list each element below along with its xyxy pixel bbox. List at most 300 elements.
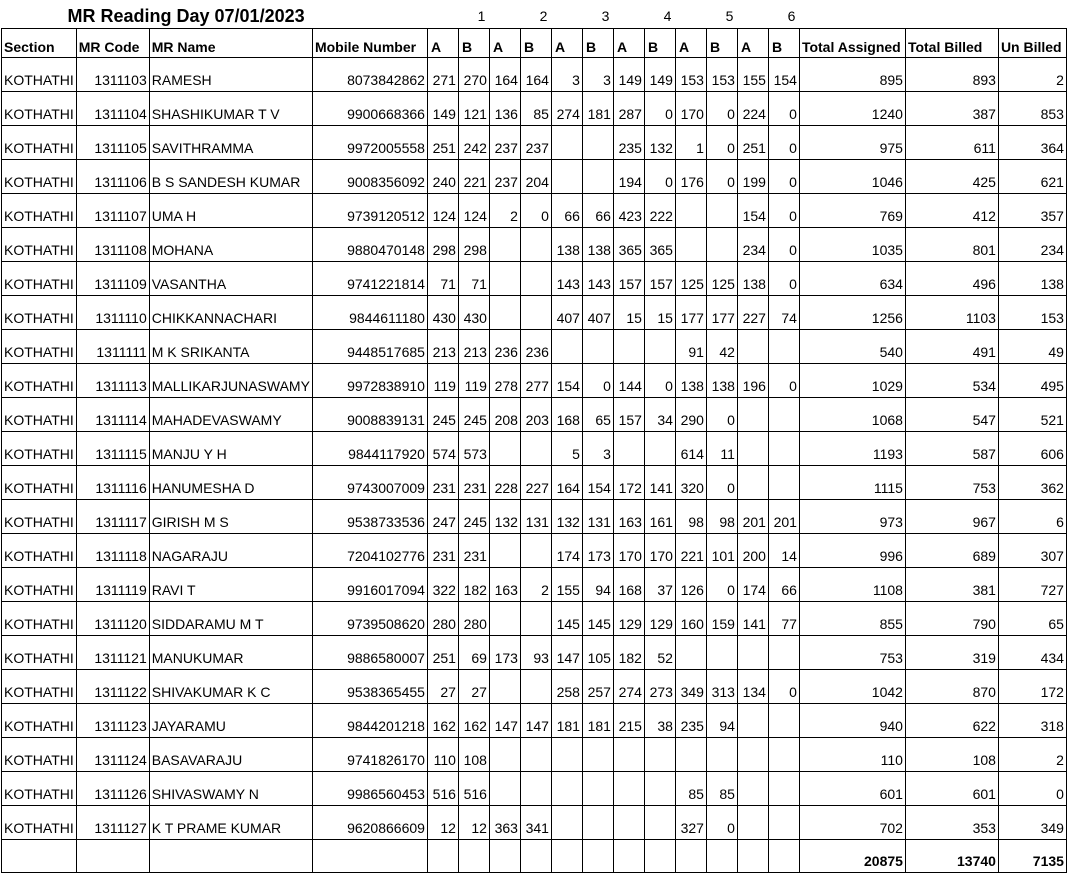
group-4-a-cell: 168 <box>613 568 644 602</box>
un-billed-cell: 621 <box>998 160 1066 194</box>
mr-code-cell: 1311117 <box>76 500 149 534</box>
group-2-b-cell <box>520 432 551 466</box>
mr-code-cell: 1311114 <box>76 398 149 432</box>
section-cell: KOTHATHI <box>2 772 77 806</box>
table-row <box>2 262 1067 296</box>
total-assigned-cell: 1240 <box>799 92 905 126</box>
section-cell: KOTHATHI <box>2 636 77 670</box>
group-1-b-cell: 573 <box>458 432 489 466</box>
group-3-a-cell: 407 <box>551 296 582 330</box>
header-section: Section <box>2 29 77 58</box>
group-6-a-cell: 154 <box>737 194 768 228</box>
group-5-a-cell: 91 <box>675 330 706 364</box>
group-4-b-cell <box>644 432 675 466</box>
group-4-b-cell: 149 <box>644 58 675 92</box>
group-5-a-cell: 126 <box>675 568 706 602</box>
mr-code-cell: 1311107 <box>76 194 149 228</box>
group-6-b-cell <box>768 738 799 772</box>
group-2-b-cell: 0 <box>520 194 551 228</box>
mr-code-cell: 1311115 <box>76 432 149 466</box>
group-6-b-cell: 74 <box>768 296 799 330</box>
un-billed-cell: 364 <box>998 126 1066 160</box>
group-1-b-cell: 119 <box>458 364 489 398</box>
table-row <box>2 194 1067 228</box>
total-assigned-cell: 540 <box>799 330 905 364</box>
mr-name-cell: RAVI T <box>149 568 312 602</box>
group-5-b-cell: 11 <box>706 432 737 466</box>
group-1-b-cell: 121 <box>458 92 489 126</box>
group-6-b-cell <box>768 398 799 432</box>
title-row <box>2 4 1067 29</box>
group-2-a-cell <box>489 432 520 466</box>
group-3-a-cell: 174 <box>551 534 582 568</box>
section-cell: KOTHATHI <box>2 296 77 330</box>
table-row <box>2 92 1067 126</box>
group-3-b-cell <box>582 738 613 772</box>
table-row <box>2 500 1067 534</box>
un-billed-cell: 318 <box>998 704 1066 738</box>
group-6-a-cell: 134 <box>737 670 768 704</box>
group-6-b-cell <box>768 432 799 466</box>
group-number: 3 <box>601 8 610 24</box>
un-billed-cell: 2 <box>998 738 1066 772</box>
header-a: A <box>427 29 458 58</box>
total-billed-cell: 547 <box>905 398 998 432</box>
group-2-b-cell: 164 <box>520 58 551 92</box>
mr-name-cell: BASAVARAJU <box>149 738 312 772</box>
group-2-a-cell: 236 <box>489 330 520 364</box>
group-6-a-cell <box>737 806 768 840</box>
group-3-a-cell: 145 <box>551 602 582 636</box>
header-a: A <box>737 29 768 58</box>
total-assigned-cell: 1035 <box>799 228 905 262</box>
mr-code-cell: 1311111 <box>76 330 149 364</box>
group-5-a-cell: 290 <box>675 398 706 432</box>
group-4-b-cell: 52 <box>644 636 675 670</box>
header-total-billed: Total Billed <box>905 29 998 58</box>
group-2-a-cell <box>489 296 520 330</box>
group-3-a-cell: 168 <box>551 398 582 432</box>
group-1-a-cell: 110 <box>427 738 458 772</box>
mr-name-cell: K T PRAME KUMAR <box>149 806 312 840</box>
group-4-a-cell: 170 <box>613 534 644 568</box>
sheet-title: MR Reading Day 07/01/2023 <box>67 5 305 26</box>
mr-code-cell: 1311119 <box>76 568 149 602</box>
group-6-a-cell <box>737 636 768 670</box>
table-row <box>2 398 1067 432</box>
table-row <box>2 228 1067 262</box>
group-6-b-cell: 0 <box>768 92 799 126</box>
group-4-b-cell <box>644 330 675 364</box>
group-3-b-cell: 145 <box>582 602 613 636</box>
mobile-number-cell: 9844611180 <box>312 296 427 330</box>
group-3-a-cell: 138 <box>551 228 582 262</box>
group-2-a-cell: 237 <box>489 126 520 160</box>
group-4-a-cell: 274 <box>613 670 644 704</box>
group-6-b-cell: 201 <box>768 500 799 534</box>
group-3-a-cell <box>551 738 582 772</box>
group-1-a-cell: 213 <box>427 330 458 364</box>
group-2-b-cell: 147 <box>520 704 551 738</box>
group-5-b-cell: 98 <box>706 500 737 534</box>
mr-name-cell: HANUMESHA D <box>149 466 312 500</box>
group-2-b-cell: 341 <box>520 806 551 840</box>
mr-code-cell: 1311122 <box>76 670 149 704</box>
group-3-a-cell <box>551 772 582 806</box>
un-billed-cell: 495 <box>998 364 1066 398</box>
group-5-a-cell: 153 <box>675 58 706 92</box>
group-1-b-cell: 430 <box>458 296 489 330</box>
group-5-a-cell: 349 <box>675 670 706 704</box>
group-2-a-cell: 136 <box>489 92 520 126</box>
group-4-b-cell: 0 <box>644 92 675 126</box>
group-2-b-cell: 203 <box>520 398 551 432</box>
group-3-b-cell: 407 <box>582 296 613 330</box>
mr-name-cell: SIDDARAMU M T <box>149 602 312 636</box>
un-billed-cell: 2 <box>998 58 1066 92</box>
group-4-a-cell: 194 <box>613 160 644 194</box>
group-6-a-cell: 234 <box>737 228 768 262</box>
group-2-b-cell <box>520 534 551 568</box>
group-6-a-cell: 199 <box>737 160 768 194</box>
mr-code-cell: 1311126 <box>76 772 149 806</box>
group-6-a-cell: 196 <box>737 364 768 398</box>
group-6-b-cell: 0 <box>768 228 799 262</box>
group-5-b-cell: 153 <box>706 58 737 92</box>
group-1-b-cell: 108 <box>458 738 489 772</box>
header-total-assigned: Total Assigned <box>799 29 905 58</box>
group-2-b-cell <box>520 262 551 296</box>
group-3-b-cell <box>582 806 613 840</box>
group-4-a-cell <box>613 772 644 806</box>
total-billed-cell: 587 <box>905 432 998 466</box>
group-4-b-cell <box>644 738 675 772</box>
group-2-b-cell: 204 <box>520 160 551 194</box>
table-row <box>2 364 1067 398</box>
total-assigned-cell: 975 <box>799 126 905 160</box>
group-1-a-cell: 247 <box>427 500 458 534</box>
group-2-b-cell: 93 <box>520 636 551 670</box>
group-6-a-cell <box>737 704 768 738</box>
group-4-b-cell: 141 <box>644 466 675 500</box>
group-2-b-cell <box>520 228 551 262</box>
total-billed-cell: 108 <box>905 738 998 772</box>
total-assigned-cell: 1029 <box>799 364 905 398</box>
group-4-a-cell <box>613 806 644 840</box>
mobile-number-cell: 8073842862 <box>312 58 427 92</box>
group-1-a-cell: 27 <box>427 670 458 704</box>
total-assigned-cell: 1042 <box>799 670 905 704</box>
mr-code-cell: 1311110 <box>76 296 149 330</box>
total-billed-cell: 870 <box>905 670 998 704</box>
group-3-b-cell: 257 <box>582 670 613 704</box>
mr-code-cell: 1311105 <box>76 126 149 160</box>
group-5-b-cell: 101 <box>706 534 737 568</box>
total-billed-cell: 319 <box>905 636 998 670</box>
section-cell: KOTHATHI <box>2 398 77 432</box>
total-billed-cell: 967 <box>905 500 998 534</box>
total-assigned-cell: 1115 <box>799 466 905 500</box>
table-row <box>2 602 1067 636</box>
group-2-a-cell: 208 <box>489 398 520 432</box>
un-billed-sum: 7135 <box>998 840 1066 873</box>
group-1-b-cell: 27 <box>458 670 489 704</box>
group-6-a-cell: 155 <box>737 58 768 92</box>
group-1-b-cell: 124 <box>458 194 489 228</box>
mr-name-cell: VASANTHA <box>149 262 312 296</box>
mr-name-cell: M K SRIKANTA <box>149 330 312 364</box>
section-cell: KOTHATHI <box>2 92 77 126</box>
group-4-b-cell <box>644 806 675 840</box>
mobile-number-cell: 9986560453 <box>312 772 427 806</box>
group-3-b-cell: 181 <box>582 92 613 126</box>
group-6-b-cell: 0 <box>768 262 799 296</box>
group-1-b-cell: 213 <box>458 330 489 364</box>
group-6-b-cell <box>768 772 799 806</box>
table-row <box>2 330 1067 364</box>
group-5-a-cell: 235 <box>675 704 706 738</box>
mobile-number-cell: 9739120512 <box>312 194 427 228</box>
section-cell: KOTHATHI <box>2 364 77 398</box>
mr-name-cell: SHASHIKUMAR T V <box>149 92 312 126</box>
mobile-number-cell: 9538365455 <box>312 670 427 704</box>
group-2-b-cell <box>520 670 551 704</box>
mobile-number-cell: 9739508620 <box>312 602 427 636</box>
mr-name-cell: SHIVASWAMY N <box>149 772 312 806</box>
mr-name-cell: MAHADEVASWAMY <box>149 398 312 432</box>
group-1-b-cell: 298 <box>458 228 489 262</box>
group-5-a-cell <box>675 194 706 228</box>
group-6-a-cell: 141 <box>737 602 768 636</box>
group-6-b-cell <box>768 806 799 840</box>
group-3-b-cell <box>582 126 613 160</box>
group-2-a-cell <box>489 670 520 704</box>
group-2-b-cell: 236 <box>520 330 551 364</box>
group-4-a-cell <box>613 432 644 466</box>
total-billed-cell: 412 <box>905 194 998 228</box>
header-b: B <box>520 29 551 58</box>
total-assigned-cell: 110 <box>799 738 905 772</box>
group-1-a-cell: 430 <box>427 296 458 330</box>
total-assigned-cell: 1046 <box>799 160 905 194</box>
group-5-a-cell <box>675 738 706 772</box>
table-row <box>2 568 1067 602</box>
section-cell: KOTHATHI <box>2 432 77 466</box>
total-assigned-sum: 20875 <box>799 840 905 873</box>
group-4-a-cell: 182 <box>613 636 644 670</box>
mr-name-cell: B S SANDESH KUMAR <box>149 160 312 194</box>
group-3-a-cell <box>551 806 582 840</box>
group-6-b-cell <box>768 330 799 364</box>
group-4-a-cell <box>613 330 644 364</box>
group-2-b-cell: 2 <box>520 568 551 602</box>
section-cell: KOTHATHI <box>2 160 77 194</box>
mobile-number-cell: 9844201218 <box>312 704 427 738</box>
group-5-a-cell <box>675 228 706 262</box>
group-2-a-cell: 228 <box>489 466 520 500</box>
group-4-b-cell: 161 <box>644 500 675 534</box>
mr-name-cell: NAGARAJU <box>149 534 312 568</box>
group-2-a-cell: 132 <box>489 500 520 534</box>
table-row <box>2 636 1067 670</box>
group-6-b-cell: 14 <box>768 534 799 568</box>
mr-code-cell: 1311106 <box>76 160 149 194</box>
group-2-a-cell <box>489 602 520 636</box>
mobile-number-cell: 9916017094 <box>312 568 427 602</box>
group-3-b-cell: 94 <box>582 568 613 602</box>
un-billed-cell: 0 <box>998 772 1066 806</box>
group-5-b-cell: 42 <box>706 330 737 364</box>
group-6-a-cell: 174 <box>737 568 768 602</box>
total-assigned-cell: 895 <box>799 58 905 92</box>
group-1-a-cell: 251 <box>427 126 458 160</box>
total-assigned-cell: 940 <box>799 704 905 738</box>
un-billed-cell: 172 <box>998 670 1066 704</box>
group-6-a-cell: 201 <box>737 500 768 534</box>
table-row <box>2 466 1067 500</box>
group-6-b-cell: 0 <box>768 160 799 194</box>
group-2-a-cell: 363 <box>489 806 520 840</box>
group-5-b-cell: 94 <box>706 704 737 738</box>
group-1-a-cell: 251 <box>427 636 458 670</box>
group-1-a-cell: 245 <box>427 398 458 432</box>
group-3-b-cell: 143 <box>582 262 613 296</box>
group-3-b-cell: 181 <box>582 704 613 738</box>
group-2-b-cell: 85 <box>520 92 551 126</box>
mobile-number-cell: 9886580007 <box>312 636 427 670</box>
group-4-a-cell: 365 <box>613 228 644 262</box>
group-3-b-cell: 65 <box>582 398 613 432</box>
group-2-b-cell: 237 <box>520 126 551 160</box>
group-4-b-cell: 37 <box>644 568 675 602</box>
group-1-a-cell: 162 <box>427 704 458 738</box>
group-5-b-cell: 0 <box>706 92 737 126</box>
group-4-b-cell: 157 <box>644 262 675 296</box>
group-3-a-cell: 66 <box>551 194 582 228</box>
mobile-number-cell: 9743007009 <box>312 466 427 500</box>
group-3-b-cell <box>582 160 613 194</box>
group-number: 2 <box>539 8 548 24</box>
mr-name-cell: MANJU Y H <box>149 432 312 466</box>
un-billed-cell: 349 <box>998 806 1066 840</box>
total-billed-cell: 496 <box>905 262 998 296</box>
group-2-a-cell: 237 <box>489 160 520 194</box>
header-a: A <box>489 29 520 58</box>
total-billed-cell: 425 <box>905 160 998 194</box>
section-cell: KOTHATHI <box>2 466 77 500</box>
group-2-b-cell: 277 <box>520 364 551 398</box>
group-6-a-cell: 200 <box>737 534 768 568</box>
mr-code-cell: 1311123 <box>76 704 149 738</box>
mr-code-cell: 1311104 <box>76 92 149 126</box>
table-row <box>2 160 1067 194</box>
group-3-a-cell: 147 <box>551 636 582 670</box>
mobile-number-cell: 9844117920 <box>312 432 427 466</box>
group-1-b-cell: 280 <box>458 602 489 636</box>
group-5-a-cell: 125 <box>675 262 706 296</box>
group-2-a-cell: 173 <box>489 636 520 670</box>
group-1-a-cell: 124 <box>427 194 458 228</box>
group-4-b-cell <box>644 772 675 806</box>
group-1-a-cell: 119 <box>427 364 458 398</box>
group-6-b-cell <box>768 704 799 738</box>
mr-code-cell: 1311121 <box>76 636 149 670</box>
group-2-a-cell <box>489 534 520 568</box>
group-1-a-cell: 298 <box>427 228 458 262</box>
group-5-b-cell: 159 <box>706 602 737 636</box>
mobile-number-cell: 7204102776 <box>312 534 427 568</box>
total-assigned-cell: 1108 <box>799 568 905 602</box>
header-b: B <box>458 29 489 58</box>
group-3-a-cell: 154 <box>551 364 582 398</box>
header-mr-name: MR Name <box>149 29 312 58</box>
group-3-b-cell: 173 <box>582 534 613 568</box>
section-cell: KOTHATHI <box>2 806 77 840</box>
un-billed-cell: 357 <box>998 194 1066 228</box>
mr-code-cell: 1311113 <box>76 364 149 398</box>
table-row <box>2 296 1067 330</box>
table-row <box>2 126 1067 160</box>
group-6-a-cell <box>737 330 768 364</box>
mobile-number-cell: 9448517685 <box>312 330 427 364</box>
group-6-b-cell: 0 <box>768 126 799 160</box>
group-1-a-cell: 516 <box>427 772 458 806</box>
group-5-b-cell <box>706 194 737 228</box>
un-billed-cell: 6 <box>998 500 1066 534</box>
group-6-a-cell <box>737 466 768 500</box>
group-4-a-cell: 157 <box>613 262 644 296</box>
group-5-a-cell: 160 <box>675 602 706 636</box>
total-billed-cell: 689 <box>905 534 998 568</box>
group-1-a-cell: 271 <box>427 58 458 92</box>
group-1-a-cell: 149 <box>427 92 458 126</box>
mr-name-cell: MOHANA <box>149 228 312 262</box>
group-3-a-cell: 132 <box>551 500 582 534</box>
total-billed-cell: 801 <box>905 228 998 262</box>
group-5-a-cell <box>675 636 706 670</box>
group-4-b-cell: 222 <box>644 194 675 228</box>
section-cell: KOTHATHI <box>2 534 77 568</box>
group-3-a-cell <box>551 160 582 194</box>
group-3-b-cell: 3 <box>582 432 613 466</box>
group-4-a-cell: 15 <box>613 296 644 330</box>
group-1-a-cell: 280 <box>427 602 458 636</box>
mobile-number-cell: 9972005558 <box>312 126 427 160</box>
group-6-a-cell: 224 <box>737 92 768 126</box>
group-2-b-cell <box>520 738 551 772</box>
total-assigned-cell: 855 <box>799 602 905 636</box>
group-6-a-cell <box>737 398 768 432</box>
group-2-a-cell: 147 <box>489 704 520 738</box>
group-1-a-cell: 231 <box>427 466 458 500</box>
group-4-a-cell: 215 <box>613 704 644 738</box>
mr-code-cell: 1311118 <box>76 534 149 568</box>
section-cell: KOTHATHI <box>2 670 77 704</box>
group-3-b-cell: 0 <box>582 364 613 398</box>
group-5-b-cell: 0 <box>706 126 737 160</box>
total-assigned-cell: 1193 <box>799 432 905 466</box>
group-6-b-cell: 0 <box>768 670 799 704</box>
group-3-a-cell: 258 <box>551 670 582 704</box>
total-assigned-cell: 601 <box>799 772 905 806</box>
mr-code-cell: 1311103 <box>76 58 149 92</box>
group-4-a-cell: 149 <box>613 58 644 92</box>
total-assigned-cell: 753 <box>799 636 905 670</box>
header-b: B <box>768 29 799 58</box>
group-4-b-cell: 132 <box>644 126 675 160</box>
total-billed-cell: 790 <box>905 602 998 636</box>
group-1-b-cell: 231 <box>458 466 489 500</box>
